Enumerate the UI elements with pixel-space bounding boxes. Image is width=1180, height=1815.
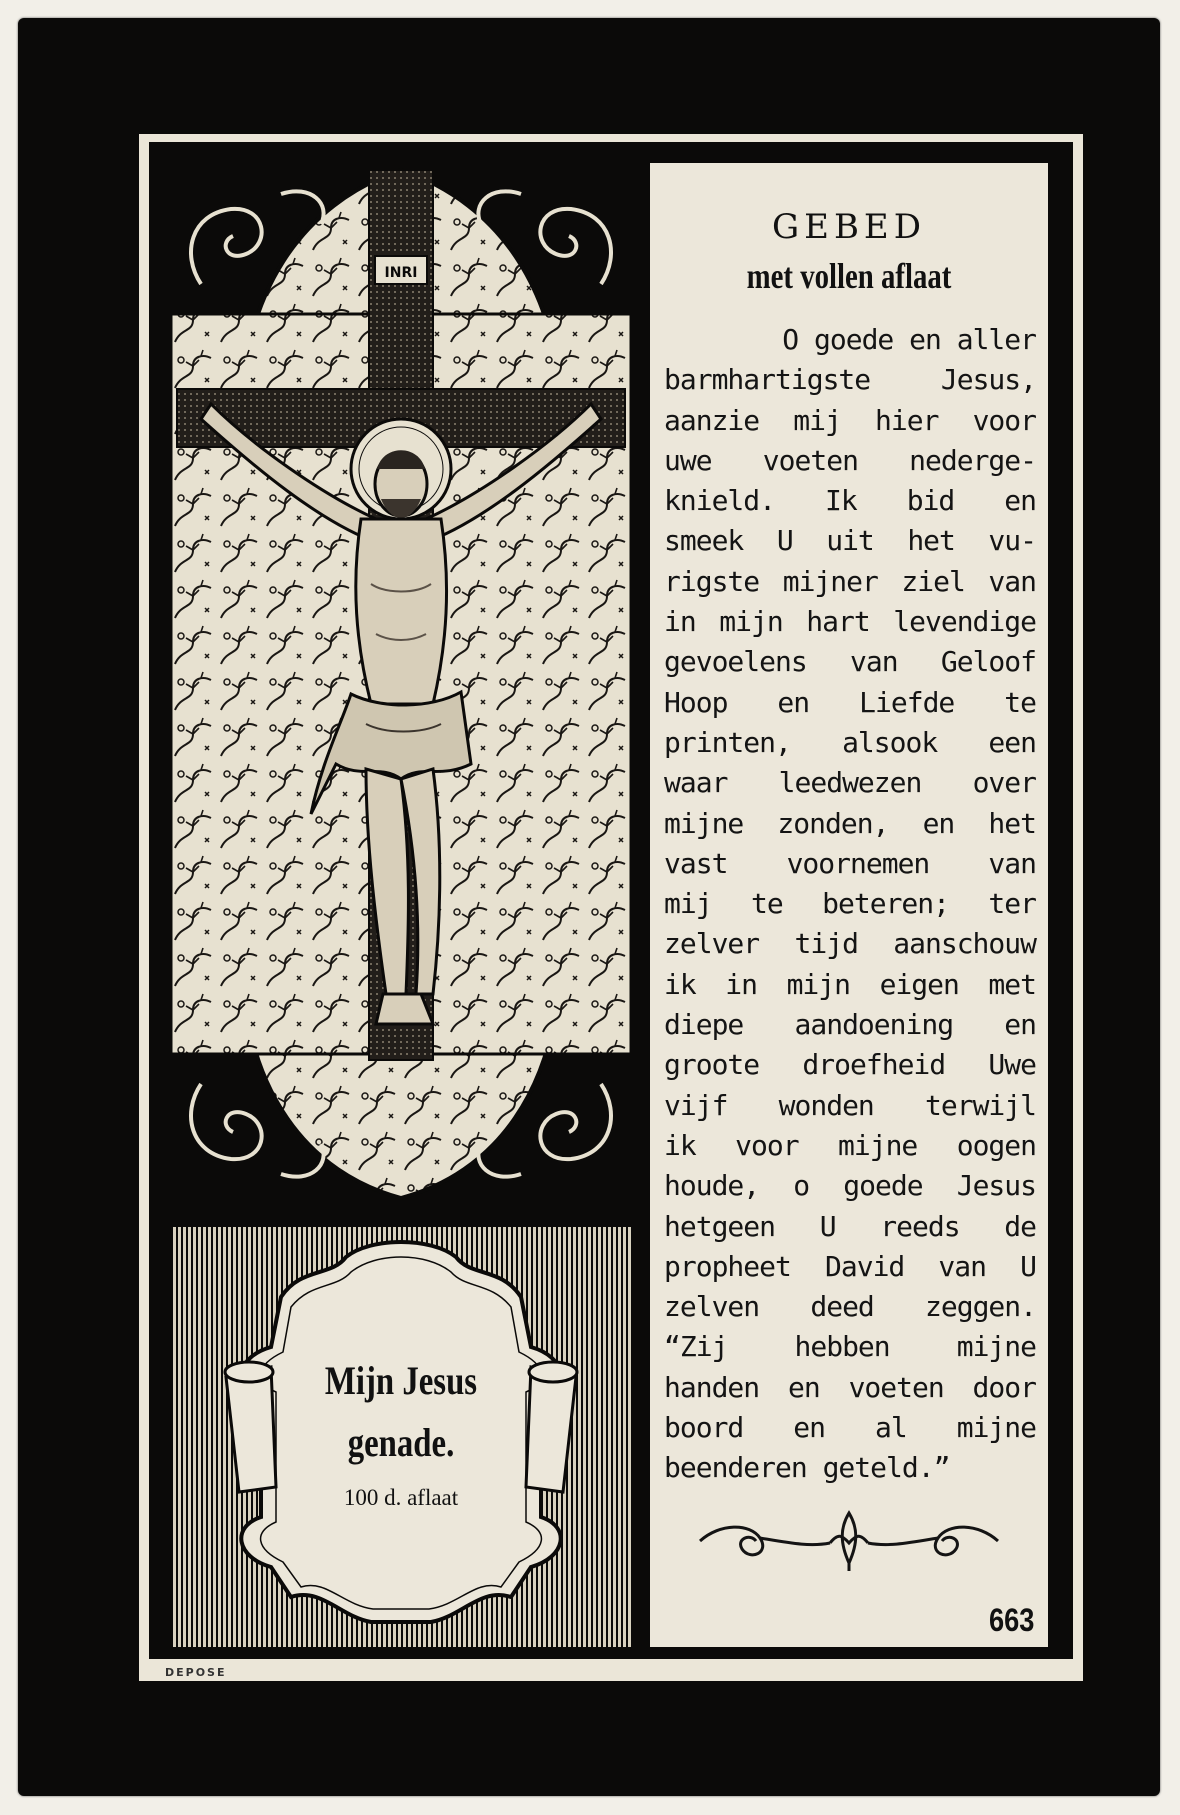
card-number: 663	[988, 1602, 1034, 1638]
prayer-line: printen, alsook een	[664, 725, 1036, 759]
prayer-line: vijf wonden terwijl	[664, 1088, 1036, 1122]
indulgence-banner	[169, 1225, 633, 1649]
crucifix-icon	[171, 164, 631, 1204]
prayer-line: waar leedwezen over	[664, 766, 1036, 800]
prayer-line: propheet David van U	[664, 1249, 1036, 1283]
black-frame	[149, 142, 1073, 1659]
prayer-line: O goede en aller	[782, 323, 1036, 356]
prayer-body	[664, 323, 1036, 1492]
card-inner-panel	[139, 134, 1083, 1681]
prayer-line: rigste mijner ziel van	[664, 564, 1036, 598]
prayer-line: boord en al mijne	[664, 1411, 1036, 1445]
prayer-line: barmhartigste Jesus,	[664, 363, 1036, 397]
prayer-line: diepe aandoening en	[664, 1008, 1036, 1042]
prayer-line: groote droefheid Uwe	[664, 1048, 1036, 1082]
prayer-subtitle: met vollen aflaat	[746, 256, 952, 296]
titulus-label: INRI	[384, 265, 418, 281]
prayer-panel	[649, 162, 1049, 1648]
crucifix-illustration	[169, 162, 633, 1206]
banner-line-2: genade.	[347, 1420, 455, 1465]
memorial-card	[18, 18, 1160, 1796]
prayer-line: houde, o goede Jesus	[664, 1169, 1036, 1203]
prayer-line: handen en voeten door	[664, 1370, 1036, 1404]
banner-indulgence: 100 d. aflaat	[343, 1485, 459, 1510]
prayer-line: zelver tijd aanschouw	[664, 927, 1036, 961]
prayer-line: hetgeen U reeds de	[664, 1209, 1036, 1243]
imprint-label: DEPOSE	[165, 1666, 227, 1679]
prayer-line: aanzie mij hier voor	[664, 403, 1036, 437]
prayer-line: smeek U uit het vu-	[664, 524, 1036, 558]
prayer-line: Hoop en Liefde te	[664, 685, 1036, 719]
prayer-line: knield. Ik bid en	[664, 484, 1036, 518]
prayer-line: in mijn hart levendige	[664, 605, 1036, 639]
prayer-line: uwe voeten nederge-	[664, 443, 1036, 477]
prayer-line: ik voor mijne oogen	[664, 1128, 1036, 1162]
prayer-line: mij te beteren; ter	[664, 887, 1036, 921]
banner-line-1: Mijn Jesus	[324, 1358, 478, 1403]
prayer-line: beenderen geteld.”	[664, 1451, 950, 1485]
prayer-title: GEBED	[771, 207, 927, 247]
prayer-line: zelven deed zeggen.	[664, 1290, 1036, 1324]
prayer-line: gevoelens van Geloof	[664, 645, 1036, 679]
prayer-line: ik in mijn eigen met	[664, 967, 1036, 1001]
flourish-ornament-icon	[690, 1503, 1008, 1573]
prayer-line: mijne zonden, en het	[664, 806, 1036, 840]
prayer-line: “Zij hebben mijne	[664, 1330, 1036, 1364]
prayer-line: vast voornemen van	[664, 846, 1036, 880]
